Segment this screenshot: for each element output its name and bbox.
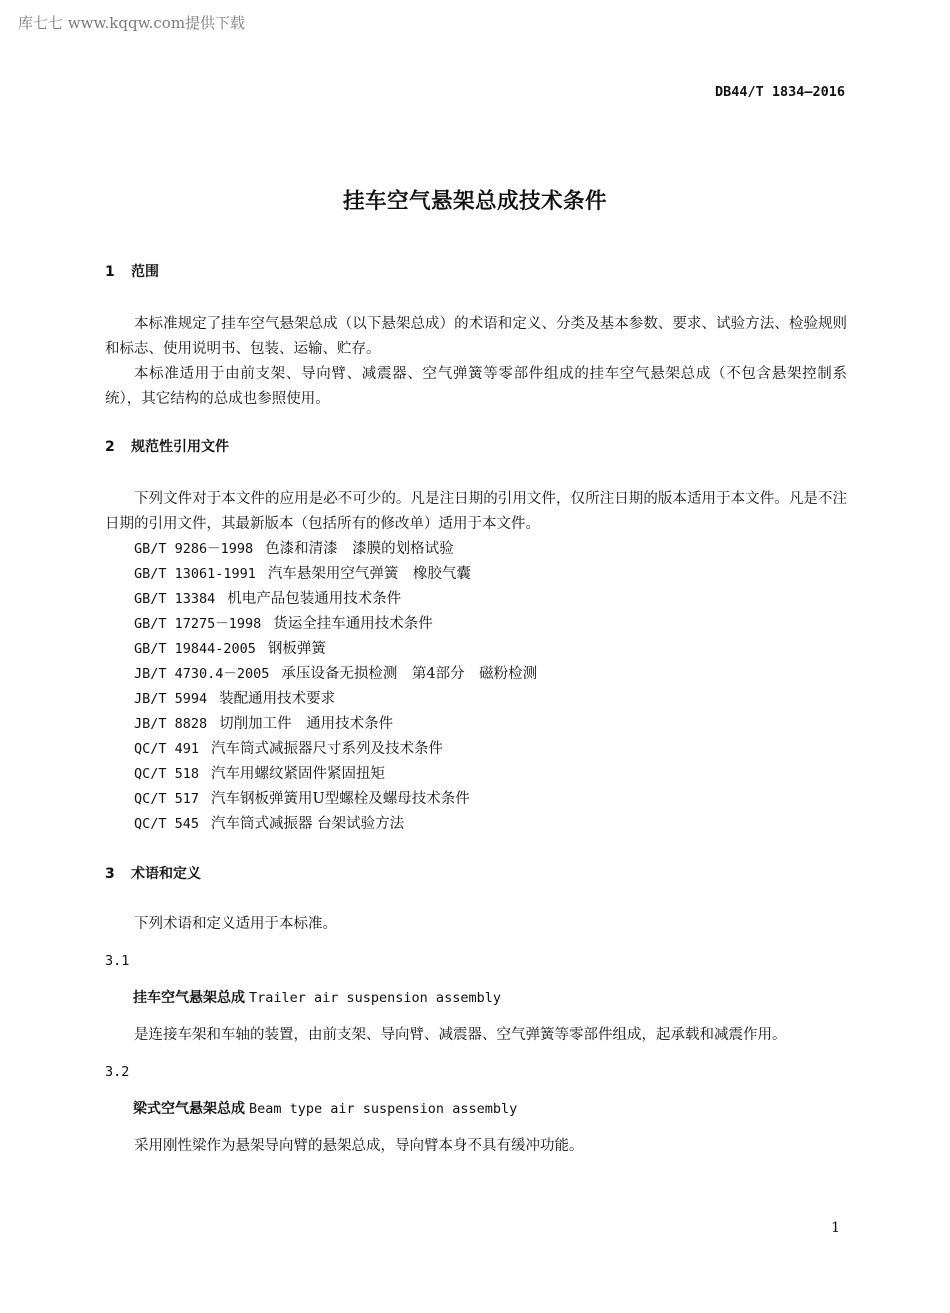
section-2-heading <box>105 437 847 457</box>
section-number: 2 <box>105 439 115 455</box>
section-title: 规范性引用文件 <box>131 439 229 455</box>
ref-title: 汽车筒式减振器尺寸系列及技术条件 <box>211 741 444 757</box>
watermark-text: 库七七 www.kqqw.com提供下载 <box>18 14 246 32</box>
ref-code: GB/T 19844-2005 <box>134 641 256 657</box>
section-title: 范围 <box>131 264 159 280</box>
list-item <box>105 687 847 712</box>
term-heading <box>105 988 847 1008</box>
section-number: 1 <box>105 264 115 280</box>
terms-intro: 下列术语和定义适用于本标准。 <box>134 916 337 932</box>
ref-code: QC/T 517 <box>134 791 200 807</box>
term-name-zh: 梁式空气悬架总成 <box>133 1101 245 1117</box>
ref-title: 汽车筒式减振器 台架试验方法 <box>211 816 405 832</box>
term-number: 3.2 <box>105 1064 130 1080</box>
ref-title: 机电产品包装通用技术条件 <box>227 591 402 607</box>
term-name-zh: 挂车空气悬架总成 <box>133 990 245 1006</box>
scope-paragraph-2: 本标准适用于由前支架、导向臂、减震器、空气弹簧等零部件组成的挂车空气悬架总成（不包含悬架控制系统），其它结构的总成也参照使用。 <box>105 366 847 407</box>
section-3-heading <box>105 864 847 884</box>
section-1-heading <box>105 262 847 282</box>
ref-title: 承压设备无损检测 第4部分 磁粉检测 <box>281 666 538 682</box>
section-number: 3 <box>105 866 115 882</box>
scope-paragraph-1: 本标准规定了挂车空气悬架总成（以下悬架总成）的术语和定义、分类及基本参数、要求、试验方法、检验规则和标志、使用说明书、包装、运输、贮存。 <box>105 316 847 357</box>
ref-code: GB/T 13384 <box>134 591 216 607</box>
ref-title: 汽车悬架用空气弹簧 橡胶气囊 <box>267 566 471 582</box>
section-title: 术语和定义 <box>131 866 201 882</box>
references-intro: 下列文件对于本文件的应用是必不可少的。凡是注日期的引用文件，仅所注日期的版本适用于本文件。凡是不注日期的引用文件，其最新版本（包括所有的修改单）适用于本文件。 <box>105 491 847 532</box>
ref-title: 钢板弹簧 <box>267 641 326 657</box>
list-item <box>105 712 847 737</box>
ref-title: 切削加工件 通用技术条件 <box>219 716 394 732</box>
list-item <box>105 662 847 687</box>
ref-title: 装配通用技术要求 <box>219 691 336 707</box>
term-definition: 是连接车架和车轴的装置，由前支架、导向臂、减震器、空气弹簧等零部件组成，起承载和减震作用。 <box>134 1027 787 1043</box>
document-body <box>105 262 847 1159</box>
list-item <box>105 612 847 637</box>
page-number: 1 <box>831 1220 840 1236</box>
reference-list <box>105 537 847 837</box>
ref-title: 汽车钢板弹簧用U型螺栓及螺母技术条件 <box>211 791 470 807</box>
list-item <box>105 562 847 587</box>
term-heading <box>105 1099 847 1119</box>
term-number: 3.1 <box>105 953 130 969</box>
document-title: 挂车空气悬架总成技术条件 <box>342 189 607 214</box>
ref-code: QC/T 545 <box>134 816 200 832</box>
list-item <box>105 637 847 662</box>
list-item <box>105 537 847 562</box>
ref-title: 汽车用螺纹紧固件紧固扭矩 <box>211 766 386 782</box>
list-item <box>105 737 847 762</box>
ref-code: JB/T 4730.4－2005 <box>134 666 270 682</box>
list-item <box>105 787 847 812</box>
ref-title: 色漆和清漆 漆膜的划格试验 <box>265 541 454 557</box>
list-item <box>105 587 847 612</box>
ref-code: GB/T 17275－1998 <box>134 616 262 632</box>
term-name-en: Trailer air suspension assembly <box>249 990 501 1006</box>
ref-code: JB/T 8828 <box>134 716 208 732</box>
term-name-en: Beam type air suspension assembly <box>249 1101 518 1117</box>
ref-code: QC/T 518 <box>134 766 200 782</box>
term-definition: 采用刚性梁作为悬架导向臂的悬架总成，导向臂本身不具有缓冲功能。 <box>134 1138 584 1154</box>
list-item <box>105 812 847 837</box>
ref-code: JB/T 5994 <box>134 691 208 707</box>
ref-title: 货运全挂车通用技术条件 <box>273 616 433 632</box>
list-item <box>105 762 847 787</box>
ref-code: QC/T 491 <box>134 741 200 757</box>
standard-code: DB44/T 1834—2016 <box>714 84 845 100</box>
ref-code: GB/T 13061-1991 <box>134 566 256 582</box>
ref-code: GB/T 9286－1998 <box>134 541 254 557</box>
